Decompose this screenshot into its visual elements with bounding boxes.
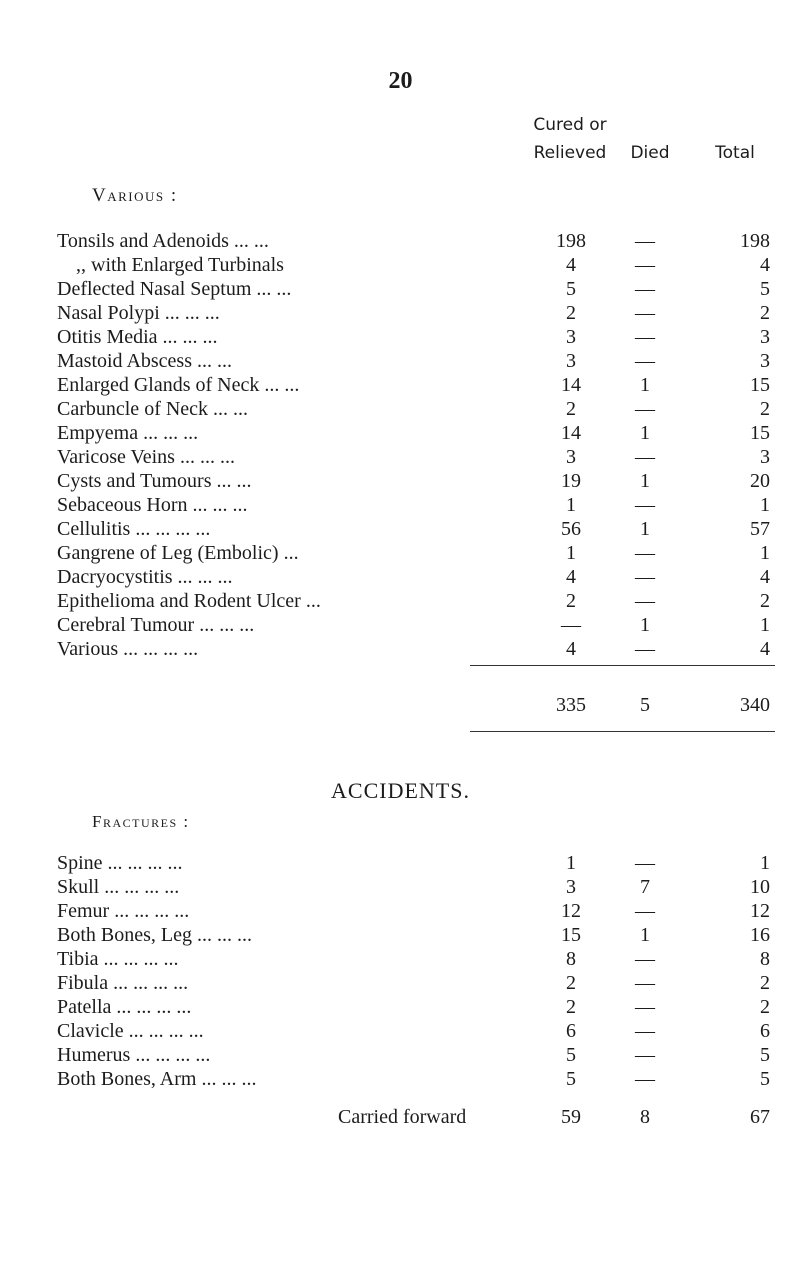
table-row xyxy=(0,470,801,494)
row-died: — xyxy=(635,590,655,612)
table-row xyxy=(0,900,801,924)
row-died: — xyxy=(635,1068,655,1090)
row-label: Carbuncle of Neck ... ... xyxy=(57,398,249,420)
accidents-title: ACCIDENTS. xyxy=(331,778,470,803)
row-label: Cysts and Tumours ... ... xyxy=(57,470,252,492)
row-label: Spine ... ... ... ... xyxy=(57,852,183,874)
row-cured: 5 xyxy=(566,278,576,300)
row-total: 16 xyxy=(750,924,770,946)
row-cured: 5 xyxy=(566,1044,576,1066)
table-row xyxy=(0,350,801,374)
table-row xyxy=(0,254,801,278)
row-total: 2 xyxy=(760,996,770,1018)
row-died: — xyxy=(635,230,655,252)
table-row xyxy=(0,996,801,1020)
table-row xyxy=(0,398,801,422)
row-label: Humerus ... ... ... ... xyxy=(57,1044,211,1066)
table-row xyxy=(0,326,801,350)
row-died: — xyxy=(635,996,655,1018)
table-row xyxy=(0,422,801,446)
row-label: Clavicle ... ... ... ... xyxy=(57,1020,204,1042)
table-row xyxy=(0,638,801,662)
row-cured: 3 xyxy=(566,326,576,348)
row-label: Femur ... ... ... ... xyxy=(57,900,190,922)
table-row xyxy=(0,494,801,518)
row-died: — xyxy=(635,278,655,300)
carried-forward-total: 67 xyxy=(750,1106,770,1128)
table-row xyxy=(0,566,801,590)
row-label: Epithelioma and Rodent Ulcer ... xyxy=(57,590,321,612)
row-cured: 19 xyxy=(561,470,581,492)
row-died: 1 xyxy=(640,374,650,396)
header-cured-line1: Cured or xyxy=(533,115,607,135)
row-label: Skull ... ... ... ... xyxy=(57,876,180,898)
row-total: 15 xyxy=(750,422,770,444)
row-died: 1 xyxy=(640,924,650,946)
row-total: 198 xyxy=(740,230,770,252)
row-total: 12 xyxy=(750,900,770,922)
table-row xyxy=(0,518,801,542)
row-died: — xyxy=(635,302,655,324)
row-label: Otitis Media ... ... ... xyxy=(57,326,218,348)
carried-forward-label: Carried forward xyxy=(338,1106,467,1128)
row-label: Tonsils and Adenoids ... ... xyxy=(57,230,269,252)
row-label: Tibia ... ... ... ... xyxy=(57,948,179,970)
row-cured: 4 xyxy=(566,638,576,660)
row-cured: 2 xyxy=(566,996,576,1018)
row-died: — xyxy=(635,900,655,922)
row-cured: 6 xyxy=(566,1020,576,1042)
row-label: Mastoid Abscess ... ... xyxy=(57,350,232,372)
row-died: — xyxy=(635,1044,655,1066)
row-cured: 2 xyxy=(566,302,576,324)
row-total: 1 xyxy=(760,852,770,874)
row-total: 2 xyxy=(760,972,770,994)
row-died: — xyxy=(635,972,655,994)
row-label: Both Bones, Arm ... ... ... xyxy=(57,1068,257,1090)
table-row xyxy=(0,1068,801,1092)
table-row xyxy=(0,924,801,948)
table-row xyxy=(0,230,801,254)
row-total: 3 xyxy=(760,446,770,468)
row-cured: 3 xyxy=(566,350,576,372)
header-cured-line2: Relieved xyxy=(533,143,607,163)
table-row xyxy=(0,614,801,638)
carried-forward-cured: 59 xyxy=(561,1106,581,1128)
row-cured: 1 xyxy=(566,542,576,564)
row-label: Sebaceous Horn ... ... ... xyxy=(57,494,248,516)
total-cured: 335 xyxy=(556,694,586,716)
row-cured: — xyxy=(561,614,581,636)
row-total: 3 xyxy=(760,326,770,348)
header-died: Died xyxy=(630,143,670,163)
table-row xyxy=(0,972,801,996)
table-row xyxy=(0,446,801,470)
row-total: 5 xyxy=(760,278,770,300)
various-heading: Various : xyxy=(92,185,178,206)
row-label: Cerebral Tumour ... ... ... xyxy=(57,614,255,636)
row-died: — xyxy=(635,446,655,468)
row-cured: 1 xyxy=(566,852,576,874)
row-cured: 4 xyxy=(566,566,576,588)
row-label: Enlarged Glands of Neck ... ... xyxy=(57,374,300,396)
row-cured: 56 xyxy=(561,518,581,540)
total-died: 5 xyxy=(640,694,650,716)
row-total: 4 xyxy=(760,638,770,660)
row-total: 5 xyxy=(760,1068,770,1090)
row-died: 1 xyxy=(640,470,650,492)
row-label: Cellulitis ... ... ... ... xyxy=(57,518,211,540)
totals-rule-top xyxy=(470,665,775,666)
row-label: Both Bones, Leg ... ... ... xyxy=(57,924,252,946)
row-total: 2 xyxy=(760,302,770,324)
row-died: — xyxy=(635,542,655,564)
row-died: — xyxy=(635,638,655,660)
row-total: 20 xyxy=(750,470,770,492)
row-cured: 12 xyxy=(561,900,581,922)
total-total: 340 xyxy=(740,694,770,716)
row-cured: 198 xyxy=(556,230,586,252)
row-died: 1 xyxy=(640,422,650,444)
row-cured: 5 xyxy=(566,1068,576,1090)
row-total: 3 xyxy=(760,350,770,372)
row-died: — xyxy=(635,852,655,874)
row-total: 5 xyxy=(760,1044,770,1066)
row-label: Deflected Nasal Septum ... ... xyxy=(57,278,292,300)
row-died: — xyxy=(635,494,655,516)
table-row xyxy=(0,1020,801,1044)
row-cured: 15 xyxy=(561,924,581,946)
row-label: Patella ... ... ... ... xyxy=(57,996,192,1018)
totals-row xyxy=(0,694,801,718)
row-label: Nasal Polypi ... ... ... xyxy=(57,302,220,324)
row-label: Gangrene of Leg (Embolic) ... xyxy=(57,542,299,564)
table-row xyxy=(0,278,801,302)
totals-rule-bottom xyxy=(470,731,775,732)
row-died: — xyxy=(635,350,655,372)
row-label: Empyema ... ... ... xyxy=(57,422,199,444)
row-label: Fibula ... ... ... ... xyxy=(57,972,189,994)
row-total: 8 xyxy=(760,948,770,970)
row-cured: 2 xyxy=(566,590,576,612)
row-label: Various ... ... ... ... xyxy=(57,638,199,660)
row-died: — xyxy=(635,948,655,970)
row-cured: 4 xyxy=(566,254,576,276)
row-total: 10 xyxy=(750,876,770,898)
row-cured: 3 xyxy=(566,446,576,468)
page-number: 20 xyxy=(388,68,413,94)
row-total: 4 xyxy=(760,566,770,588)
row-died: — xyxy=(635,254,655,276)
row-cured: 2 xyxy=(566,398,576,420)
row-total: 1 xyxy=(760,614,770,636)
row-label: Varicose Veins ... ... ... xyxy=(57,446,235,468)
row-died: — xyxy=(635,326,655,348)
row-label: Dacryocystitis ... ... ... xyxy=(57,566,233,588)
row-label: ,, with Enlarged Turbinals xyxy=(76,254,284,276)
table-row xyxy=(0,542,801,566)
row-cured: 8 xyxy=(566,948,576,970)
table-row xyxy=(0,590,801,614)
row-total: 1 xyxy=(760,494,770,516)
table-row xyxy=(0,852,801,876)
table-row xyxy=(0,948,801,972)
header-total: Total xyxy=(715,143,755,163)
row-total: 4 xyxy=(760,254,770,276)
row-total: 1 xyxy=(760,542,770,564)
table-row xyxy=(0,1044,801,1068)
fractures-heading: Fractures : xyxy=(92,812,190,831)
row-died: 1 xyxy=(640,614,650,636)
carried-forward-died: 8 xyxy=(640,1106,650,1128)
row-total: 2 xyxy=(760,398,770,420)
row-cured: 14 xyxy=(561,374,581,396)
row-died: 1 xyxy=(640,518,650,540)
row-total: 57 xyxy=(750,518,770,540)
row-total: 6 xyxy=(760,1020,770,1042)
row-died: — xyxy=(635,398,655,420)
table-row xyxy=(0,374,801,398)
row-died: 7 xyxy=(640,876,650,898)
row-cured: 14 xyxy=(561,422,581,444)
row-cured: 3 xyxy=(566,876,576,898)
row-cured: 1 xyxy=(566,494,576,516)
table-row xyxy=(0,876,801,900)
row-died: — xyxy=(635,1020,655,1042)
row-total: 2 xyxy=(760,590,770,612)
table-row xyxy=(0,302,801,326)
row-cured: 2 xyxy=(566,972,576,994)
row-total: 15 xyxy=(750,374,770,396)
row-died: — xyxy=(635,566,655,588)
